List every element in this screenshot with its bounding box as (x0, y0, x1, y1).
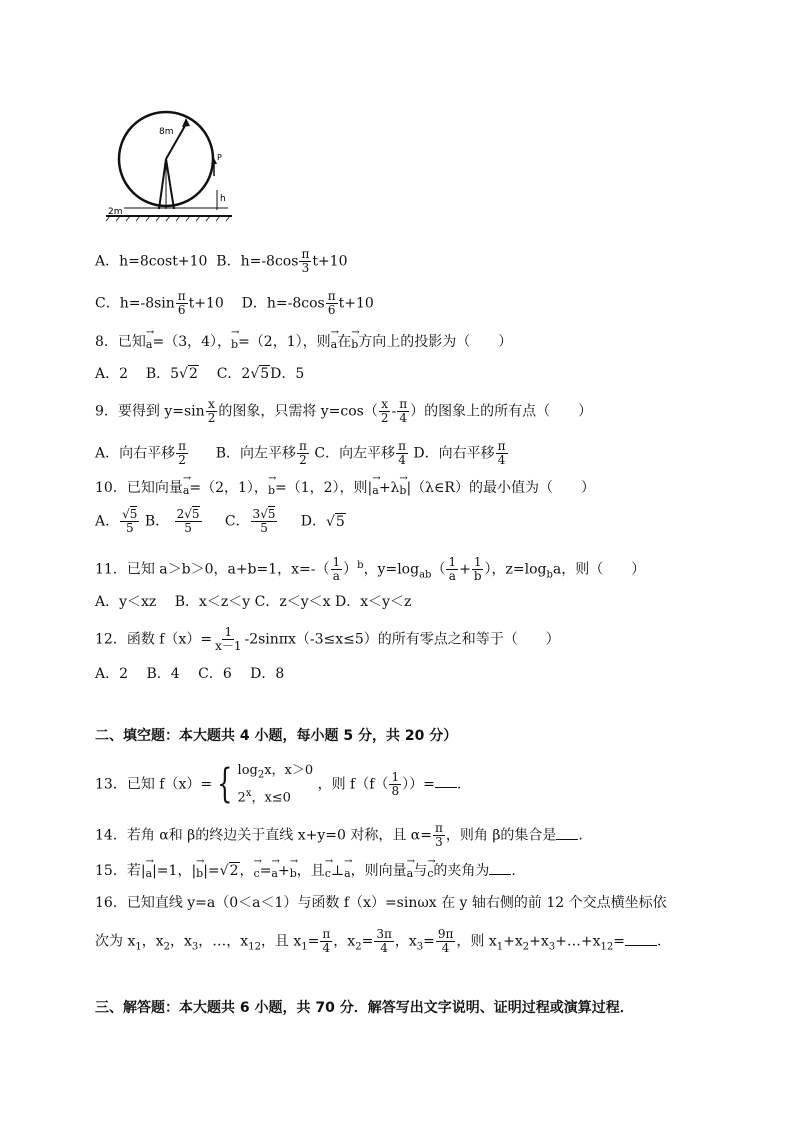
q8-options: A．2 B．5√2 C．2√5D．5 (95, 366, 305, 382)
answer-blank (435, 773, 457, 788)
vector-a: → a (146, 335, 153, 355)
q14-stem: 14．若角 α和 β的终边关于直线 x+y=0 对称，且 α= $\frac{\pi}{3}$ ，则角 β的集合是 . (95, 821, 583, 849)
q13-stem: 13．已知 f（x）= { $\log_2x$，x＞0 2$^x$，x≤0 ，则 f（f（ $\frac{1}{8}$ ））= . (95, 761, 462, 808)
figure-p-label: P (217, 153, 222, 162)
q8-stem: 8．已知→ a=（3，4），→ b=（2，1），则→ a在→ b方向上的投影为（ ） (95, 332, 512, 353)
figure-ground-label: 2m (108, 207, 123, 217)
q11-options: A．y＜xz B．x＜z＜y C．z＜y＜x D．x＜y＜z (95, 594, 412, 610)
answer-blank (625, 931, 657, 946)
q9-stem: 9．要得到 y=sin $\frac{x}{2}$ 的图象，只需将 y=cos（ $\frac{x}{2}$ - $\frac{\pi}{4}$ ）的图象上的所有点（ ） (95, 397, 593, 425)
vector-a: → a (331, 335, 338, 355)
q10-stem: 10．已知向量→ a=（2，1），→ b=（1，2），则|→ a+λ→ b|（λ∈R）的最小值为（ ） (95, 478, 595, 499)
q12-options: A．2 B．4 C．6 D．8 (95, 666, 285, 682)
figure-radius-label: 8m (159, 127, 174, 137)
q10-options: A． $\frac{√5}{5}$ B． $\frac{2√5}{5}$ C． $\frac{3√5}{5}$ D．√5 (95, 507, 345, 535)
q16-line1: 16．已知直线 y=a（0＜a＜1）与函数 f（x）=sinωx 在 y 轴右侧的前 12 个交点横坐标依 (95, 895, 667, 911)
q16-line2: 次为 $x_1$，$x_2$，$x_3$，…，$x_{12}$，且 $x_1=$ $\frac{\pi}{4}$ ，$x_2=$ $\frac{3\pi}{4}$ ，$x_3=$ $\frac{9\pi}{4}$ ，则 $x_1+x_2+x_3+\dots+x_{12}=$ . (95, 927, 662, 955)
q7-options-cd: C．h=-8sin $\frac{\pi}{6}$ t+10 D．h=-8cos $\frac{\pi}{6}$ t+10 (95, 289, 374, 317)
ferris-wheel-figure (104, 104, 234, 224)
section-fill-in-heading: 二、填空题：本大题共 4 小题，每小题 5 分，共 20 分） (95, 728, 458, 744)
figure-h-label: h (220, 194, 226, 204)
q9-options: A．向右平移 $\frac{\pi}{2}$ B．向左平移 $\frac{\pi}{2}$ C．向左平移 $\frac{\pi}{4}$ D．向右平移 $\frac{\pi}{4}$ (95, 439, 506, 467)
sqrt-symbol: √2 (179, 366, 198, 382)
vector-b: → b (351, 335, 358, 355)
answer-blank (556, 825, 578, 840)
q7-options-ab: A．h=8cost+10 B．h=-8cos $\frac{\pi}{3}$ t+10 (95, 247, 348, 275)
sqrt-symbol: √5 (250, 366, 270, 382)
q12-stem: 12．函数 f（x）= $\frac{1}{x-1}$ -2sinπx（-3≤x≤5）的所有零点之和等于（ ） (95, 625, 560, 653)
q15-stem: 15．若|→ a|=1，|→ b|=√2，→ c=→ a+→ b，且→ c⊥→ a，则向量→ a与→ c的夹角为 . (95, 860, 516, 882)
q11-stem: 11．已知 a＞b＞0，a+b=1，x=-（ $\frac{1}{a}$ ）$^b$，$y=\log_{ab}$（ $\frac{1}{a}$ + $\frac{1}{b}$ ），$z=\log_ba$，则（ ） (95, 555, 646, 584)
section-answer-heading: 三、解答题：本大题共 6 小题，共 70 分．解答写出文字说明、证明过程或演算过程． (95, 1000, 634, 1016)
left-brace: { (217, 761, 233, 808)
answer-blank (489, 860, 511, 875)
vector-b: → b (231, 335, 238, 355)
